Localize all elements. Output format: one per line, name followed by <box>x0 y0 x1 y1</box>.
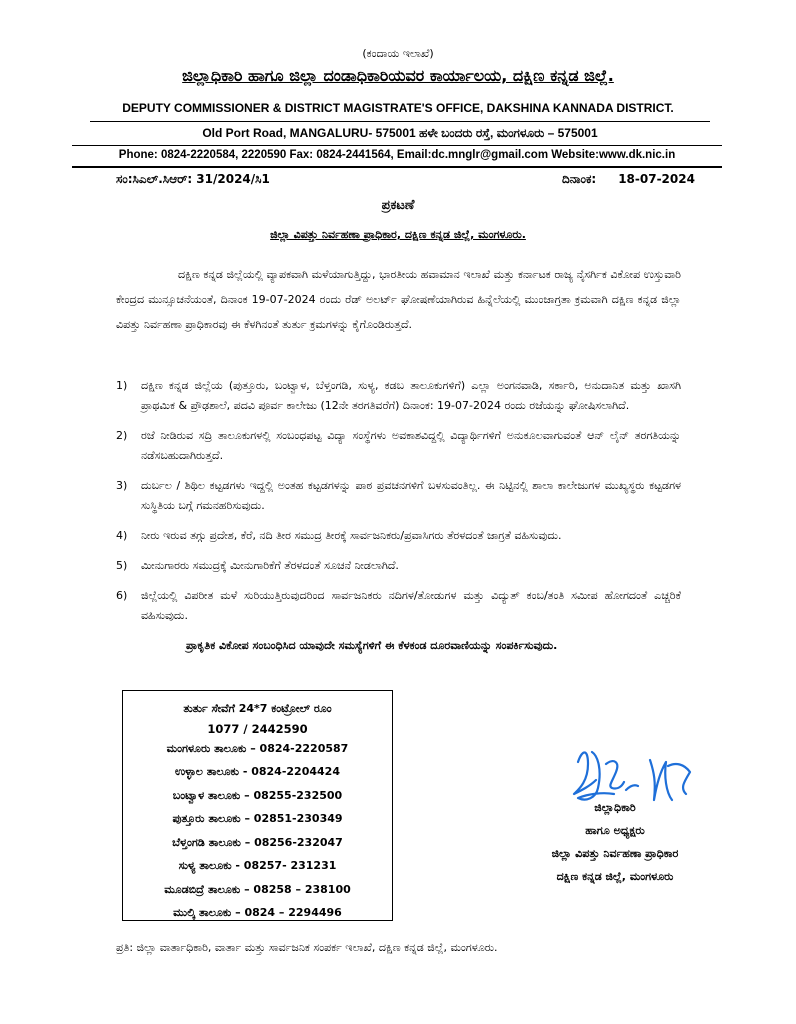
signatory-role: ಹಾಗೂ ಅಧ್ಯಕ್ಷರು <box>585 824 645 837</box>
list-item-number: 2) <box>116 429 128 442</box>
closing-note: ಪ್ರಾಕೃತಿಕ ವಿಕೋಪ ಸಂಬಂಧಿಸಿದ ಯಾವುದೇ ಸಮಸ್ಯೆಗಳಿಗೆ ಈ ಕೆಳಕಂಡ ದೂರವಾಣಿಯನ್ನು ಸಂಪರ್ಕಿಸುವುದು. <box>186 639 558 652</box>
divider <box>72 145 722 146</box>
list-item <box>116 586 681 626</box>
office-title-english: DEPUTY COMMISSIONER & DISTRICT MAGISTRATE'S OFFICE, DAKSHINA KANNADA DISTRICT. <box>122 101 674 115</box>
control-room-line: ಬಂಟ್ವಾಳ ತಾಲೂಕು – 08255-232500 <box>172 788 343 802</box>
divider <box>90 121 710 122</box>
office-title-kannada-text: ಜಿಲ್ಲಾಧಿಕಾರಿ ಹಾಗೂ ಜಿಲ್ಲಾ ದಂಡಾಧಿಕಾರಿಯವರ ಕಾರ್ಯಾಲಯ, ದಕ್ಷಿಣ ಕನ್ನಡ ಜಿಲ್ಲೆ. <box>182 66 614 85</box>
list-item-number: 3) <box>116 479 128 492</box>
list-item <box>116 426 681 466</box>
measures-list <box>116 376 681 636</box>
office-contact: Phone: 0824-2220584, 2220590 Fax: 0824-2441564, Email:dc.mnglr@gmail.com Website:www.dk.nic.in <box>118 149 676 161</box>
list-item <box>116 476 681 516</box>
control-room-heading: ತುರ್ತು ಸೇವೆಗೆ 24*7 ಕಂಟ್ರೋಲ್ ರೂಂ <box>183 702 332 715</box>
control-room-box <box>122 690 393 921</box>
control-room-line: ಮೂಡಬಿದ್ರೆ ತಾಲೂಕು – 08258 – 238100 <box>164 882 351 896</box>
list-item-number: 6) <box>116 589 128 602</box>
list-item <box>116 526 681 546</box>
list-item-number: 4) <box>116 529 128 542</box>
date-label: ದಿನಾಂಕ: <box>562 172 597 186</box>
date-value: 18-07-2024 <box>618 172 695 186</box>
notice-subtitle: ಜಿಲ್ಲಾ ವಿಪತ್ತು ನಿರ್ವಹಣಾ ಪ್ರಾಧಿಕಾರ, ದಕ್ಷಿಣ ಕನ್ನಡ ಜಿಲ್ಲೆ, ಮಂಗಳೂರು. <box>270 228 526 241</box>
control-room-line: ಮುಲ್ಕಿ ತಾಲೂಕು – 0824 – 2294496 <box>173 906 342 919</box>
list-item-text: ಜಿಲ್ಲೆಯಲ್ಲಿ ವಿಪರೀತ ಮಳೆ ಸುರಿಯುತ್ತಿರುವುದರಿಂದ ಸಾರ್ವಜನಿಕರು ನದಿಗಳ/ತೋಡುಗಳ ಮತ್ತು ವಿದ್ಯುತ್ ಕಂಬ/ತಂತಿ ಸಮೀಪ ಹೋಗದಂತೆ ಎಚ್ಚರಿಕೆ ವಹಿಸುವುದು. <box>141 589 681 622</box>
list-item-text: ಮೀನುಗಾರರು ಸಮುದ್ರಕ್ಕೆ ಮೀನುಗಾರಿಕೆಗೆ ತೆರಳದಂತೆ ಸೂಚನೆ ನೀಡಲಾಗಿದೆ. <box>141 559 399 572</box>
list-item-text: ರಜೆ ನೀಡಿರುವ ಸದ್ರಿ ತಾಲೂಕುಗಳಲ್ಲಿ ಸಂಬಂಧಪಟ್ಟ ವಿದ್ಯಾ ಸಂಸ್ಥೆಗಳು ಅವಕಾಶವಿದ್ದಲ್ಲಿ ವಿದ್ಯಾರ್ಥಿಗಳಿಗೆ ಅನುಕೂಲವಾಗುವಂತೆ ಆನ್ ಲೈನ್ ತರಗತಿಯನ್ನು ನಡೆಸಬಹುದಾಗಿರುತ್ತದೆ. <box>141 429 681 462</box>
list-item-text: ದಕ್ಷಿಣ ಕನ್ನಡ ಜಿಲ್ಲೆಯ (ಪುತ್ತೂರು, ಬಂಟ್ವಾಳ, ಬೆಳ್ತಂಗಡಿ, ಸುಳ್ಯ, ಕಡಬ ತಾಲೂಕುಗಳಿಗೆ) ಎಲ್ಲಾ ಅಂಗನವಾಡಿ, ಸರ್ಕಾರಿ, ಅನುದಾನಿತ ಮತ್ತು ಖಾಸಗಿ ಪ್ರಾಥಮಿಕ & ಪ್ರೌಢಶಾಲೆ, ಪದವಿ ಪೂರ್ವ ಕಾಲೇಜು (12ನೇ ತರಗತಿವರೆಗೆ) ದಿನಾಂಕ: 19-07-2024 ರಂದು ರಜೆಯನ್ನು ಘೋಷಿಸಲಾಗಿದೆ. <box>141 379 681 412</box>
department-label: (ಕಂದಾಯ ಇಲಾಖೆ) <box>362 47 434 60</box>
list-item-number: 1) <box>116 379 128 392</box>
list-item-text: ದುರ್ಬಲ / ಶಿಥಿಲ ಕಟ್ಟಡಗಳು ಇದ್ದಲ್ಲಿ ಅಂತಹ ಕಟ್ಟಡಗಳನ್ನು ಪಾಠ ಪ್ರವಚನಗಳಿಗೆ ಬಳಸುವಂತಿಲ್ಲ. ಈ ನಿಟ್ಟಿನಲ್ಲಿ ಶಾಲಾ ಕಾಲೇಜುಗಳ ಮುಖ್ಯಸ್ಥರು ಕಟ್ಟಡಗಳ ಸುಸ್ಥಿತಿಯ ಬಗ್ಗೆ ಗಮನಹರಿಸುವುದು. <box>141 479 681 512</box>
control-room-line: ಬೆಳ್ತಂಗಡಿ ತಾಲೂಕು – 08256-232047 <box>172 835 343 849</box>
intro-paragraph: ದಕ್ಷಿಣ ಕನ್ನಡ ಜಿಲ್ಲೆಯಲ್ಲಿ ವ್ಯಾಪಕವಾಗಿ ಮಳೆಯಾಗುತ್ತಿದ್ದು, ಭಾರತೀಯ ಹವಾಮಾನ ಇಲಾಖೆ ಮತ್ತು ಕರ್ನಾಟಕ ರಾಜ್ಯ ನೈಸರ್ಗಿಕ ವಿಕೋಪ ಉಸ್ತುವಾರಿ ಕೇಂದ್ರದ ಮುನ್ಸೂಚನೆಯಂತೆ, ದಿನಾಂಕ 19-07-2024 ರಂದು ರೆಡ್ ಅಲರ್ಟ್ ಘೋಷಣೆಯಾಗಿರುವ ಹಿನ್ನೆಲೆಯಲ್ಲಿ ಮುಂಜಾಗ್ರತಾ ಕ್ರಮವಾಗಿ ದಕ್ಷಿಣ ಕನ್ನಡ ಜಿಲ್ಲಾ ವಿಪತ್ತು ನಿರ್ವಹಣಾ ಪ್ರಾಧಿಕಾರವು ಈ ಕೆಳಗಿನಂತೆ ತುರ್ತು ಕ್ರಮಗಳನ್ನು ಕೈಗೊಂಡಿರುತ್ತದೆ. <box>116 268 681 331</box>
list-item-text: ನೀರು ಇರುವ ತಗ್ಗು ಪ್ರದೇಶ, ಕೆರೆ, ನದಿ ತೀರ ಸಮುದ್ರ ತೀರಕ್ಕೆ ಸಾರ್ವಜನಿಕರು/ಪ್ರವಾಸಿಗರು ತೆರಳದಂತೆ ಜಾಗ್ರತೆ ವಹಿಸುವುದು. <box>141 529 562 542</box>
office-address: Old Port Road, MANGALURU- 575001 ಹಳೇ ಬಂದರು ರಸ್ತೆ, ಮಂಗಳೂರು – 575001 <box>202 126 598 140</box>
control-room-line: ಉಳ್ಳಾಲ ತಾಲೂಕು - 0824-2204424 <box>175 765 340 778</box>
list-item <box>116 556 681 576</box>
control-room-numbers: 1077 / 2442590 <box>207 721 308 736</box>
reference-number: ಸಂ:ಸಿಎಲ್.ಸಿಆರ್: 31/2024/ಸಿ1 <box>116 172 270 186</box>
control-room-line: ಸುಳ್ಯ ತಾಲೂಕು - 08257- 231231 <box>178 859 337 872</box>
control-room-line: ಪುತ್ತೂರು ತಾಲೂಕು – 02851-230349 <box>172 812 343 825</box>
signatory-title: ಜಿಲ್ಲಾಧಿಕಾರಿ <box>594 801 636 814</box>
signatory-block <box>500 796 730 888</box>
control-room-line: ಮಂಗಳೂರು ತಾಲೂಕು – 0824-2220587 <box>166 741 349 755</box>
document-date <box>562 172 695 187</box>
header-rule <box>72 166 722 168</box>
copy-to: ಪ್ರತಿ: ಜಿಲ್ಲಾ ವಾರ್ತಾಧಿಕಾರಿ, ವಾರ್ತಾ ಮತ್ತು ಸಾರ್ವಜನಿಕ ಸಂಪರ್ಕ ಇಲಾಖೆ, ದಕ್ಷಿಣ ಕನ್ನಡ ಜಿಲ್ಲೆ, ಮಂಗಳೂರು. <box>116 941 498 954</box>
signatory-location: ದಕ್ಷಿಣ ಕನ್ನಡ ಜಿಲ್ಲೆ, ಮಂಗಳೂರು <box>556 870 674 883</box>
signatory-authority: ಜಿಲ್ಲಾ ವಿಪತ್ತು ನಿರ್ವಹಣಾ ಪ್ರಾಧಿಕಾರ <box>551 847 679 860</box>
notice-title: ಪ್ರಕಟಣೆ <box>381 198 415 213</box>
list-item <box>116 376 681 416</box>
list-item-number: 5) <box>116 559 128 572</box>
office-title-kannada <box>0 66 796 86</box>
